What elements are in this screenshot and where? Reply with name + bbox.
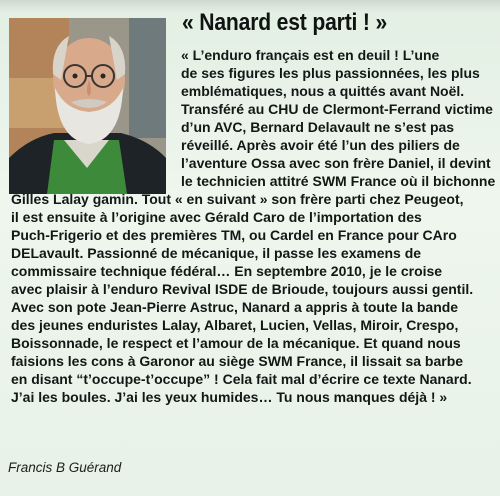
article-line: d’un AVC, Bernard Delavault ne s’est pas: [181, 119, 455, 135]
article-line: commissaire technique fédéral… En septembre 2010, je le croise: [11, 263, 443, 279]
article-line: DELavault. Passionné de mécanique, il passe les examens de: [11, 245, 422, 261]
article-line: J’ai les boules. J’ai les yeux humides… Tu nous manques déjà ! »: [11, 389, 448, 405]
article-line: de ses figures les plus passionnées, les plus: [181, 65, 480, 81]
article-line: Boissonnade, le respect et l’amour de la mécanique. Et quand nous: [11, 335, 461, 351]
article-line: réveillé. Après avoir été l’un des piliers de: [181, 137, 460, 153]
article-line: Puch-Frigerio et des premières TM, ou Cardel en France pour CAro: [11, 227, 457, 243]
article-title: « Nanard est parti ! »: [182, 9, 388, 36]
article-line: emblématiques, nous a quittés avant Noël.: [181, 83, 465, 99]
article-line: faisions les cons à Garonor au siège SWM France, il lissait sa barbe: [11, 353, 464, 369]
article-line: avec plaisir à l’enduro Revival ISDE de Brioude, toujours aussi gentil.: [11, 281, 474, 297]
article-line: Gilles Lalay gamin. Tout « en suivant » son frère parti chez Peugeot,: [11, 191, 464, 207]
article-line: l’aventure Ossa avec son frère Daniel, il devint: [181, 155, 491, 171]
article-line: des jeunes enduristes Lalay, Albaret, Lucien, Vellas, Miroir, Crespo,: [11, 317, 459, 333]
article-line: en disant “t’occupe-t’occupe” ! Cela fait mal d’écrire ce texte Nanard.: [11, 371, 472, 387]
article-line: « L’enduro français est en deuil ! L’une: [181, 47, 440, 63]
article-line: il est ensuite à l’origine avec Gérald Caro de l’importation des: [11, 209, 422, 225]
article-line: Transféré au CHU de Clermont-Ferrand victime: [181, 101, 493, 117]
article-byline: Francis B Guérand: [8, 460, 122, 475]
article-line: Avec son pote Jean-Pierre Astruc, Nanard a appris à toute la bande: [11, 299, 459, 315]
article-body: [11, 46, 497, 466]
article-line: le technicien attitré SWM France où il bichonne: [181, 173, 496, 189]
